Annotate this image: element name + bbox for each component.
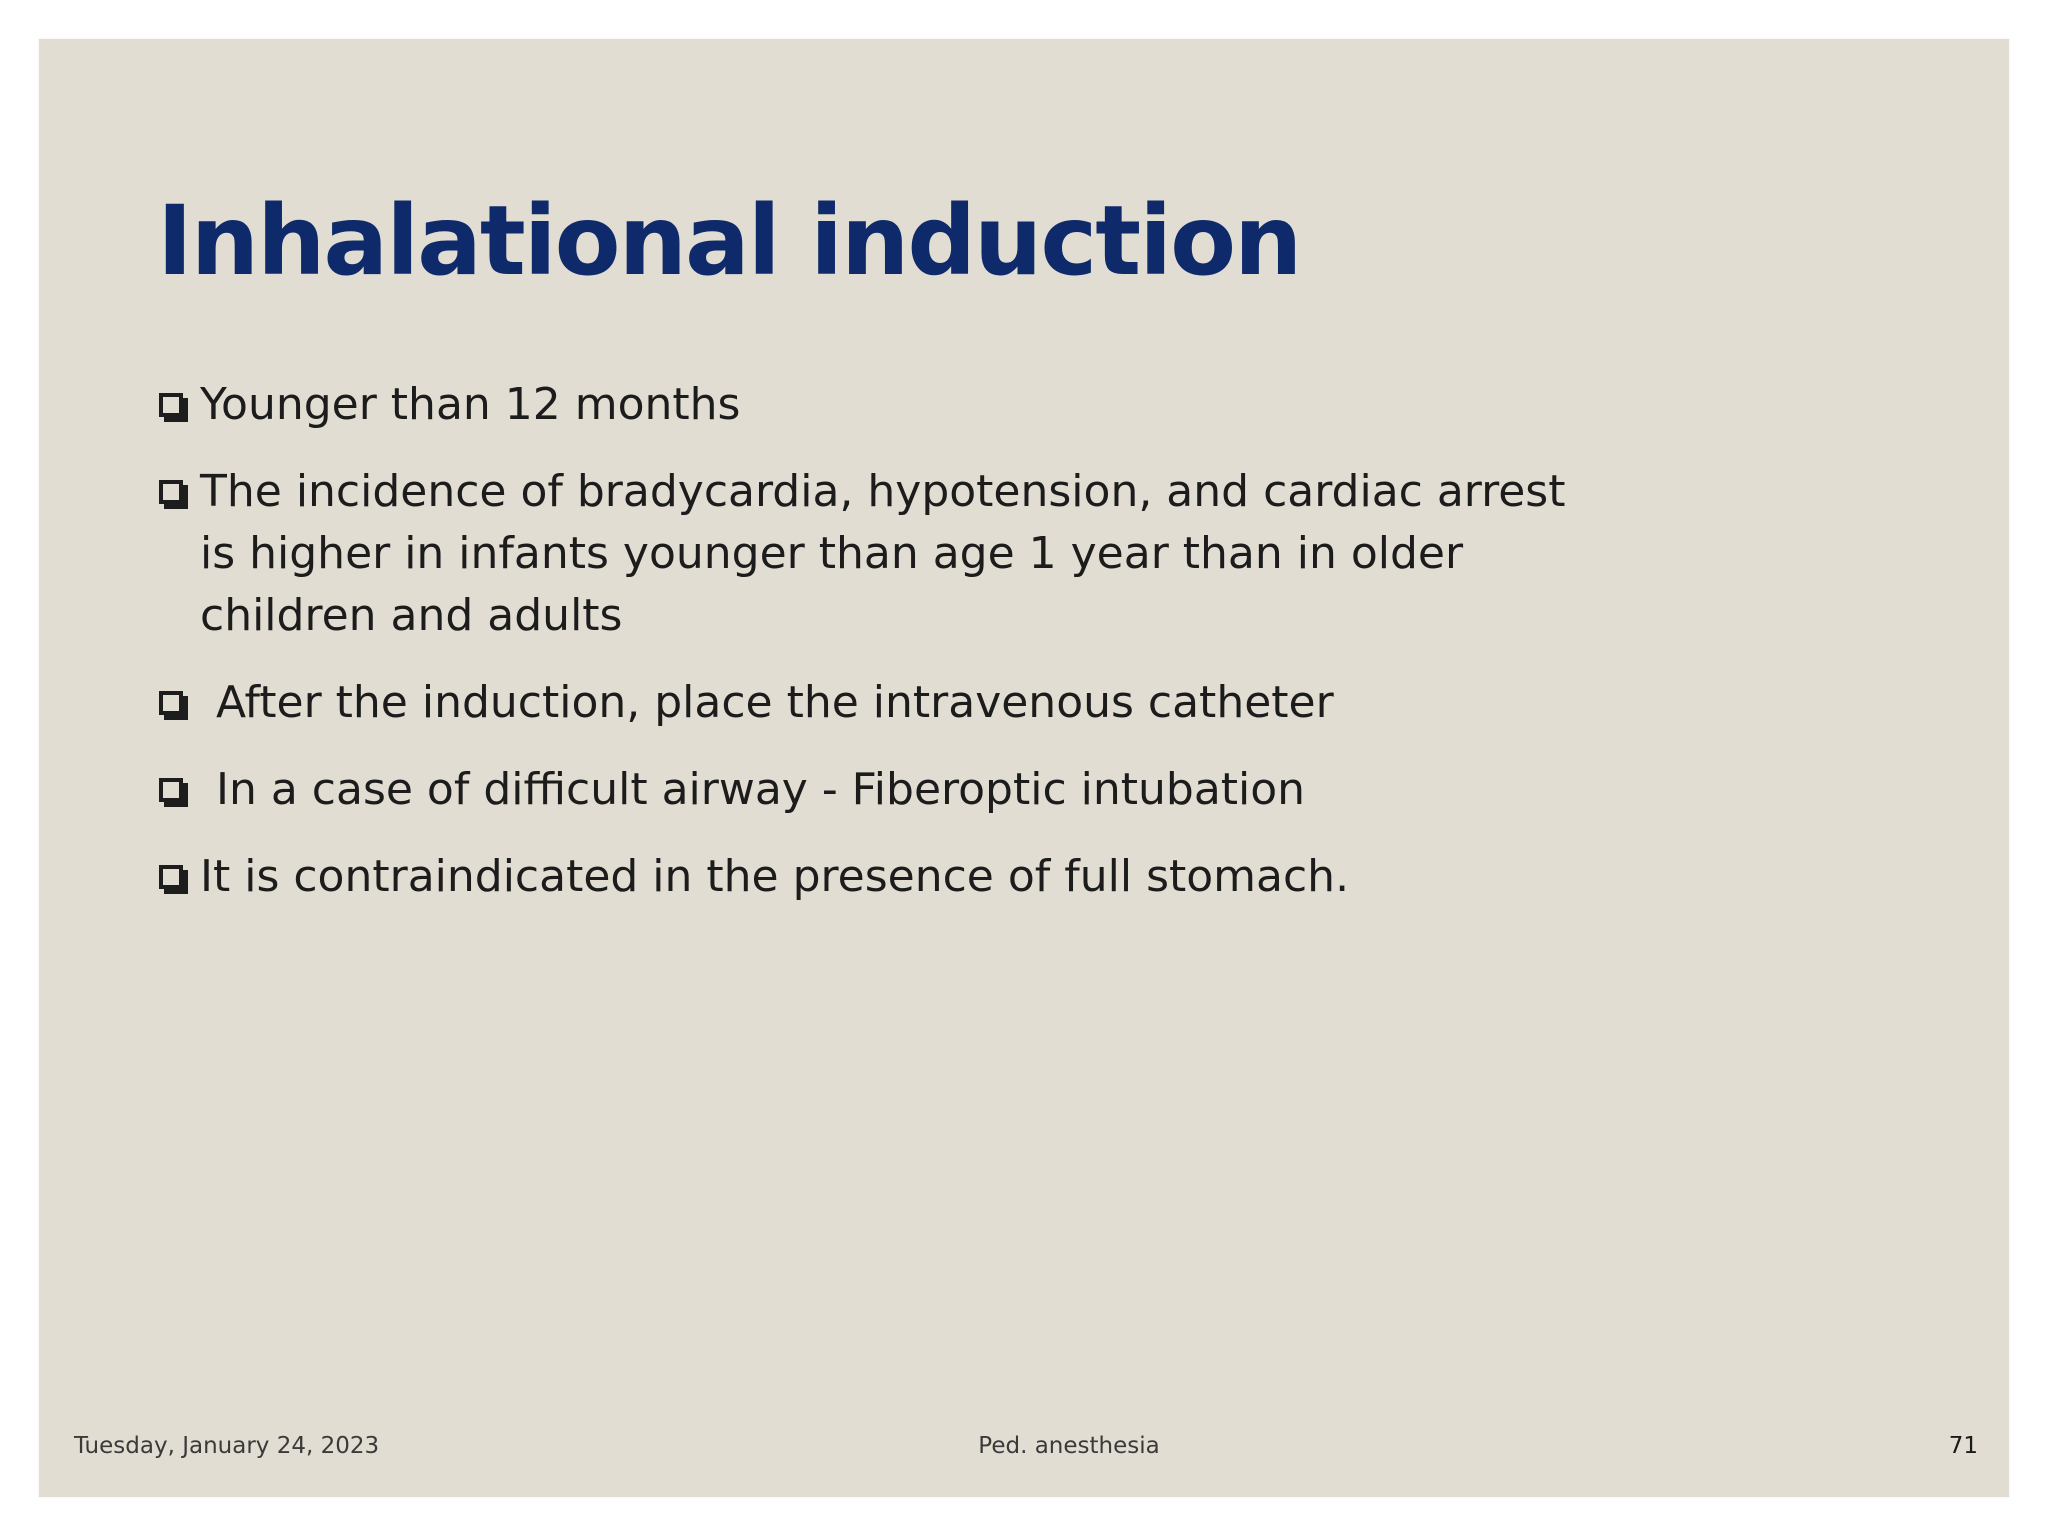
slide-title: Inhalational induction [157, 185, 1301, 297]
footer-title: Ped. anesthesia [978, 1433, 1160, 1459]
checkbox-bullet-icon [159, 691, 183, 715]
checkbox-bullet-icon [159, 778, 183, 802]
bullet-text: In a case of difficult airway - Fiberoptic intubation [216, 764, 1306, 815]
checkbox-bullet-icon [159, 480, 183, 504]
slide [39, 39, 2009, 1497]
bullet-text: After the induction, place the intravenous catheter [216, 677, 1334, 728]
bullet-item [159, 846, 1579, 908]
checkbox-bullet-icon [159, 393, 183, 417]
footer-date: Tuesday, January 24, 2023 [74, 1433, 380, 1459]
bullet-list [159, 374, 1579, 933]
bullet-item [159, 759, 1579, 821]
bullet-text: It is contraindicated in the presence of full stomach. [200, 851, 1350, 902]
bullet-item [159, 374, 1579, 436]
bullet-item [159, 461, 1579, 647]
bullet-item [159, 672, 1579, 734]
bullet-text: The incidence of bradycardia, hypotension, and cardiac arrest is higher in infants younger than age 1 year than in older children and adults [200, 466, 1566, 641]
bullet-text: Younger than 12 months [200, 379, 741, 430]
checkbox-bullet-icon [159, 865, 183, 889]
slide-number: 71 [1948, 1433, 1978, 1459]
